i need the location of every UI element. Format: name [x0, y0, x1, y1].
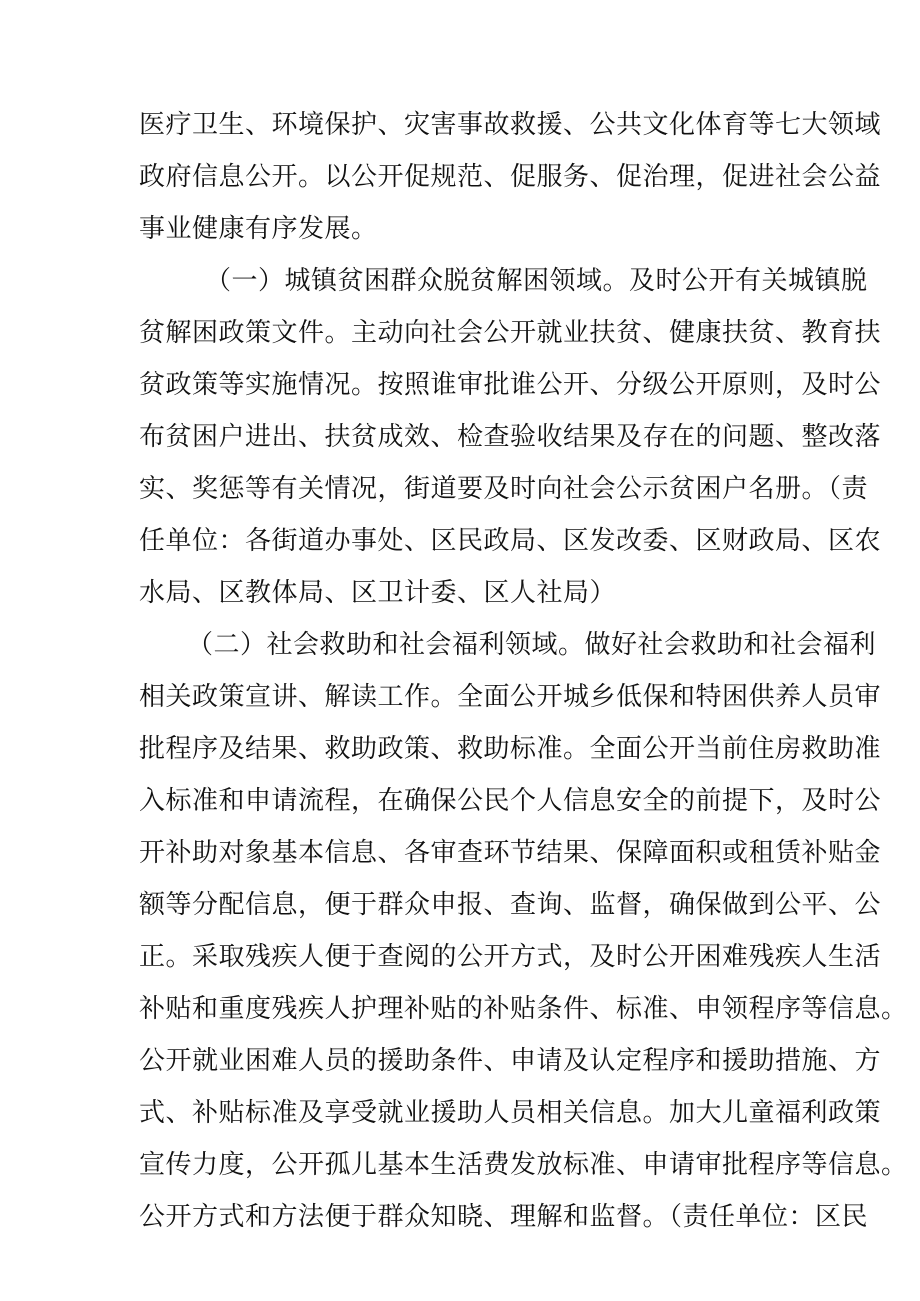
text-line: 实、奖惩等有关情况，街道要及时向社会公示贫困户名册。（责: [139, 474, 869, 504]
text-line: 宣传力度，公开孤儿基本生活费发放标准、申请审批程序等信息。: [139, 1150, 908, 1180]
text-line: 公开就业困难人员的援助条件、申请及认定程序和援助措施、方: [139, 1046, 882, 1076]
text-line: 贫解困政策文件。主动向社会公开就业扶贫、健康扶贫、教育扶: [139, 318, 882, 348]
text-line: 布贫困户进出、扶贫成效、检查验收结果及存在的问题、整改落: [139, 422, 882, 452]
text-line: 医疗卫生、环境保护、灾害事故救援、公共文化体育等七大领域: [139, 110, 882, 140]
text-line: 批程序及结果、救助政策、救助标准。全面公开当前住房救助准: [139, 734, 882, 764]
paragraph-heading-line: （一）城镇贫困群众脱贫解困领域。及时公开有关城镇脱: [205, 266, 868, 296]
text-line: 额等分配信息，便于群众申报、查询、监督，确保做到公平、公: [139, 890, 882, 920]
text-line: 入标准和申请流程，在确保公民个人信息安全的前提下，及时公: [139, 786, 882, 816]
text-line: 开补助对象基本信息、各审查环节结果、保障面积或租赁补贴金: [139, 838, 882, 868]
text-line: 公开方式和方法便于群众知晓、理解和监督。（责任单位：区民: [139, 1202, 869, 1232]
text-line: 事业健康有序发展。: [139, 214, 378, 244]
text-line: 正。采取残疾人便于查阅的公开方式，及时公开困难残疾人生活: [139, 942, 882, 972]
text-line: 贫政策等实施情况。按照谁审批谁公开、分级公开原则，及时公: [139, 370, 882, 400]
paragraph-heading-line: （二）社会救助和社会福利领域。做好社会救助和社会福利: [187, 630, 877, 660]
text-line: 任单位：各街道办事处、区民政局、区发改委、区财政局、区农: [139, 526, 882, 556]
text-line: 补贴和重度残疾人护理补贴的补贴条件、标准、申领程序等信息。: [139, 994, 908, 1024]
text-line: 式、补贴标准及享受就业援助人员相关信息。加大儿童福利政策: [139, 1098, 882, 1128]
text-line: 水局、区教体局、区卫计委、区人社局）: [139, 578, 617, 608]
text-line: 相关政策宣讲、解读工作。全面公开城乡低保和特困供养人员审: [139, 682, 882, 712]
text-line: 政府信息公开。以公开促规范、促服务、促治理，促进社会公益: [139, 162, 882, 192]
